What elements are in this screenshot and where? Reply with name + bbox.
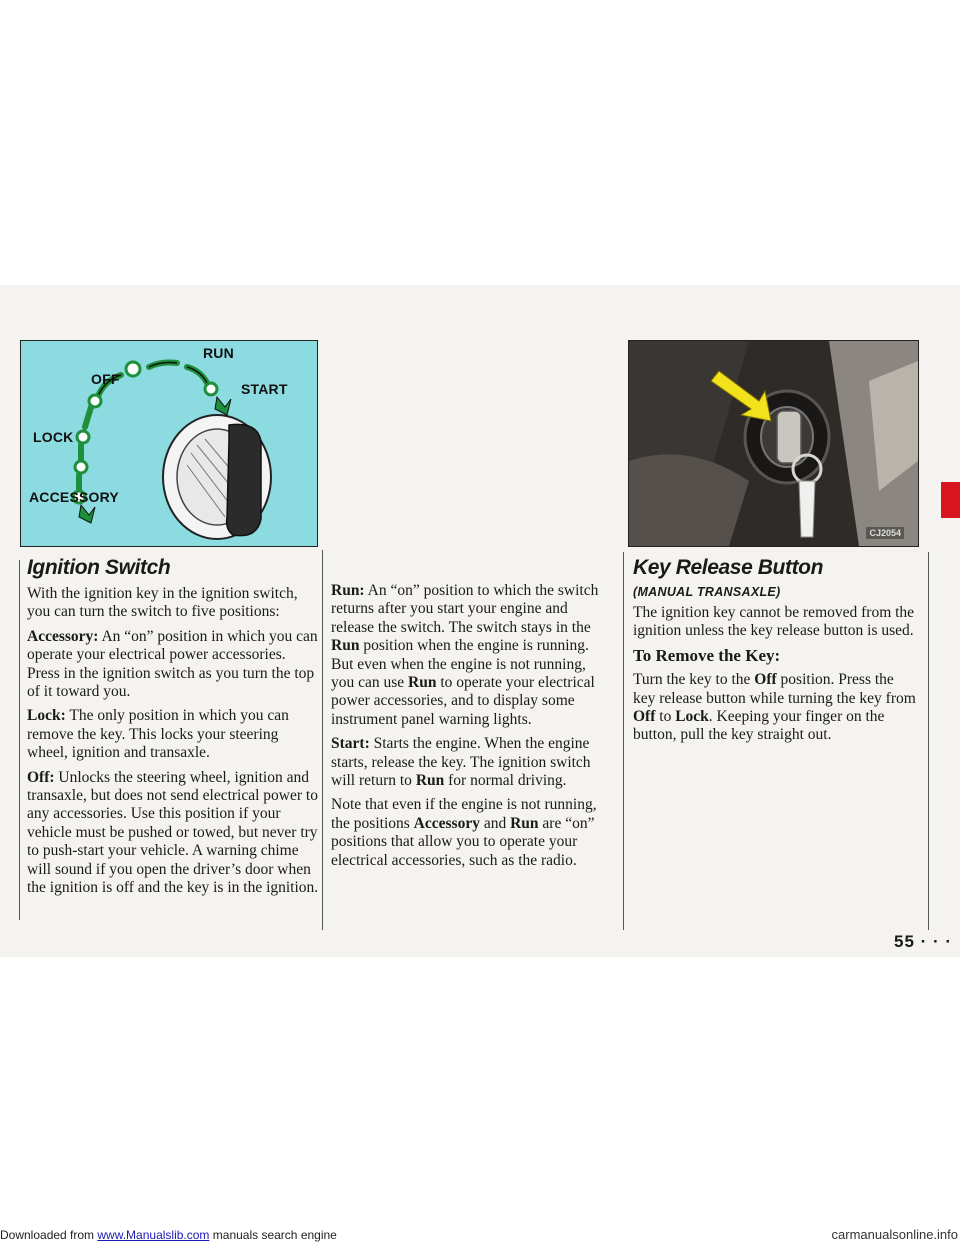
note-text-2: and xyxy=(479,814,511,832)
run-text-2: position when the engine is running. But even when the engine is not running, you can use xyxy=(331,637,589,692)
ignition-switch-title: Ignition Switch xyxy=(27,556,171,579)
run-bold-1: Run xyxy=(331,637,360,655)
lock-label: Lock: xyxy=(27,707,66,725)
remove-key-paragraph xyxy=(633,671,917,745)
ignition-switch-column-2 xyxy=(331,582,607,876)
remove-text-1: Turn the key to the xyxy=(633,671,755,689)
diagram-label-accessory: ACCESSORY xyxy=(29,489,119,505)
start-label: Start: xyxy=(331,735,370,753)
footer-suffix: manuals search engine xyxy=(209,1228,337,1242)
lock-text: The only position in which you can remove the key. This locks your steering wheel, ignition and transaxle. xyxy=(27,707,289,762)
remove-bold-3: Lock xyxy=(675,708,709,726)
start-text-2: for normal driving. xyxy=(444,772,567,790)
footer-watermark: carmanualsonline.info xyxy=(831,1227,958,1242)
remove-bold-2: Off xyxy=(633,708,656,726)
footer-prefix: Downloaded from xyxy=(0,1228,98,1242)
key-release-title: Key Release Button xyxy=(633,556,824,579)
diagram-label-lock: LOCK xyxy=(33,429,74,445)
remove-text-2: position. Press the key release button while turning the key from xyxy=(633,671,916,707)
run-label: Run: xyxy=(331,582,365,599)
note-bold-1: Accessory xyxy=(413,814,480,832)
note-bold-2: Run xyxy=(510,814,539,832)
accessory-label: Accessory: xyxy=(27,627,99,645)
remove-text-3: to xyxy=(655,708,676,726)
run-text-3: to operate your electrical power accessories, and to display some instrument panel warning lights. xyxy=(331,674,595,728)
column-rule-right-left xyxy=(623,552,624,930)
download-footer xyxy=(0,1229,960,1242)
remove-text-4: . Keeping your finger on the button, pull the key straight out. xyxy=(633,708,885,744)
off-text: Unlocks the steering wheel, ignition and transaxle, but does not send electrical power to any accessories. Use this position if your vehicle must be pushed or towed, but never try to push-start your vehicle. A warning chime will sound if you open the driver’s door when the ignition is off and the key is in the ignition. xyxy=(27,768,319,897)
column-rule-left xyxy=(19,560,20,920)
column-rule-right xyxy=(928,552,929,930)
note-text-3: are “on” positions that allow you to operate your electrical accessories, such as the radio. xyxy=(331,814,595,869)
diagram-label-off: OFF xyxy=(91,371,120,387)
start-bold: Run xyxy=(415,772,445,790)
run-bold-2: Run xyxy=(408,674,437,692)
page-number: 55 · · · xyxy=(894,932,953,951)
run-text-1: An “on” position to which the switch returns after you start your engine and release the switch. The switch stays in the xyxy=(331,582,599,636)
key-release-intro: The ignition key cannot be removed from the ignition unless the key release button is used. xyxy=(633,604,915,640)
run-paragraph xyxy=(331,582,607,729)
ignition-switch-column-1 xyxy=(27,555,319,904)
photo-code-label: CJ2054 xyxy=(866,527,904,539)
diagram-label-run: RUN xyxy=(203,345,234,361)
note-text-1: Note that even if the engine is not running, the positions xyxy=(331,796,597,832)
key-release-photo xyxy=(628,340,919,547)
start-paragraph xyxy=(331,735,607,790)
ignition-switch-intro: With the ignition key in the ignition switch, you can turn the switch to five positions: xyxy=(27,585,298,621)
key-release-subtitle: (MANUAL TRANSAXLE) xyxy=(633,585,781,599)
ignition-switch-diagram xyxy=(20,340,318,547)
off-label: Off: xyxy=(27,768,55,786)
accessory-text: An “on” position in which you can operate your electrical power accessories. Press in the ignition switch as you turn the top of it toward you. xyxy=(27,627,318,701)
manualslib-link[interactable]: www.Manualslib.com xyxy=(97,1228,210,1242)
off-paragraph xyxy=(27,769,319,898)
key-release-photo-art xyxy=(629,341,918,546)
diagram-label-start: START xyxy=(241,381,288,397)
lock-paragraph xyxy=(27,707,319,762)
note-paragraph xyxy=(331,796,607,870)
section-tab-marker xyxy=(941,482,960,518)
remove-key-heading: To Remove the Key: xyxy=(633,645,781,665)
column-rule-middle xyxy=(322,550,323,930)
accessory-paragraph xyxy=(27,628,319,702)
key-release-column xyxy=(633,555,917,751)
start-text-1: Starts the engine. When the engine starts, release the key. The ignition switch will return to xyxy=(331,735,591,790)
remove-bold-1: Off xyxy=(754,671,777,689)
